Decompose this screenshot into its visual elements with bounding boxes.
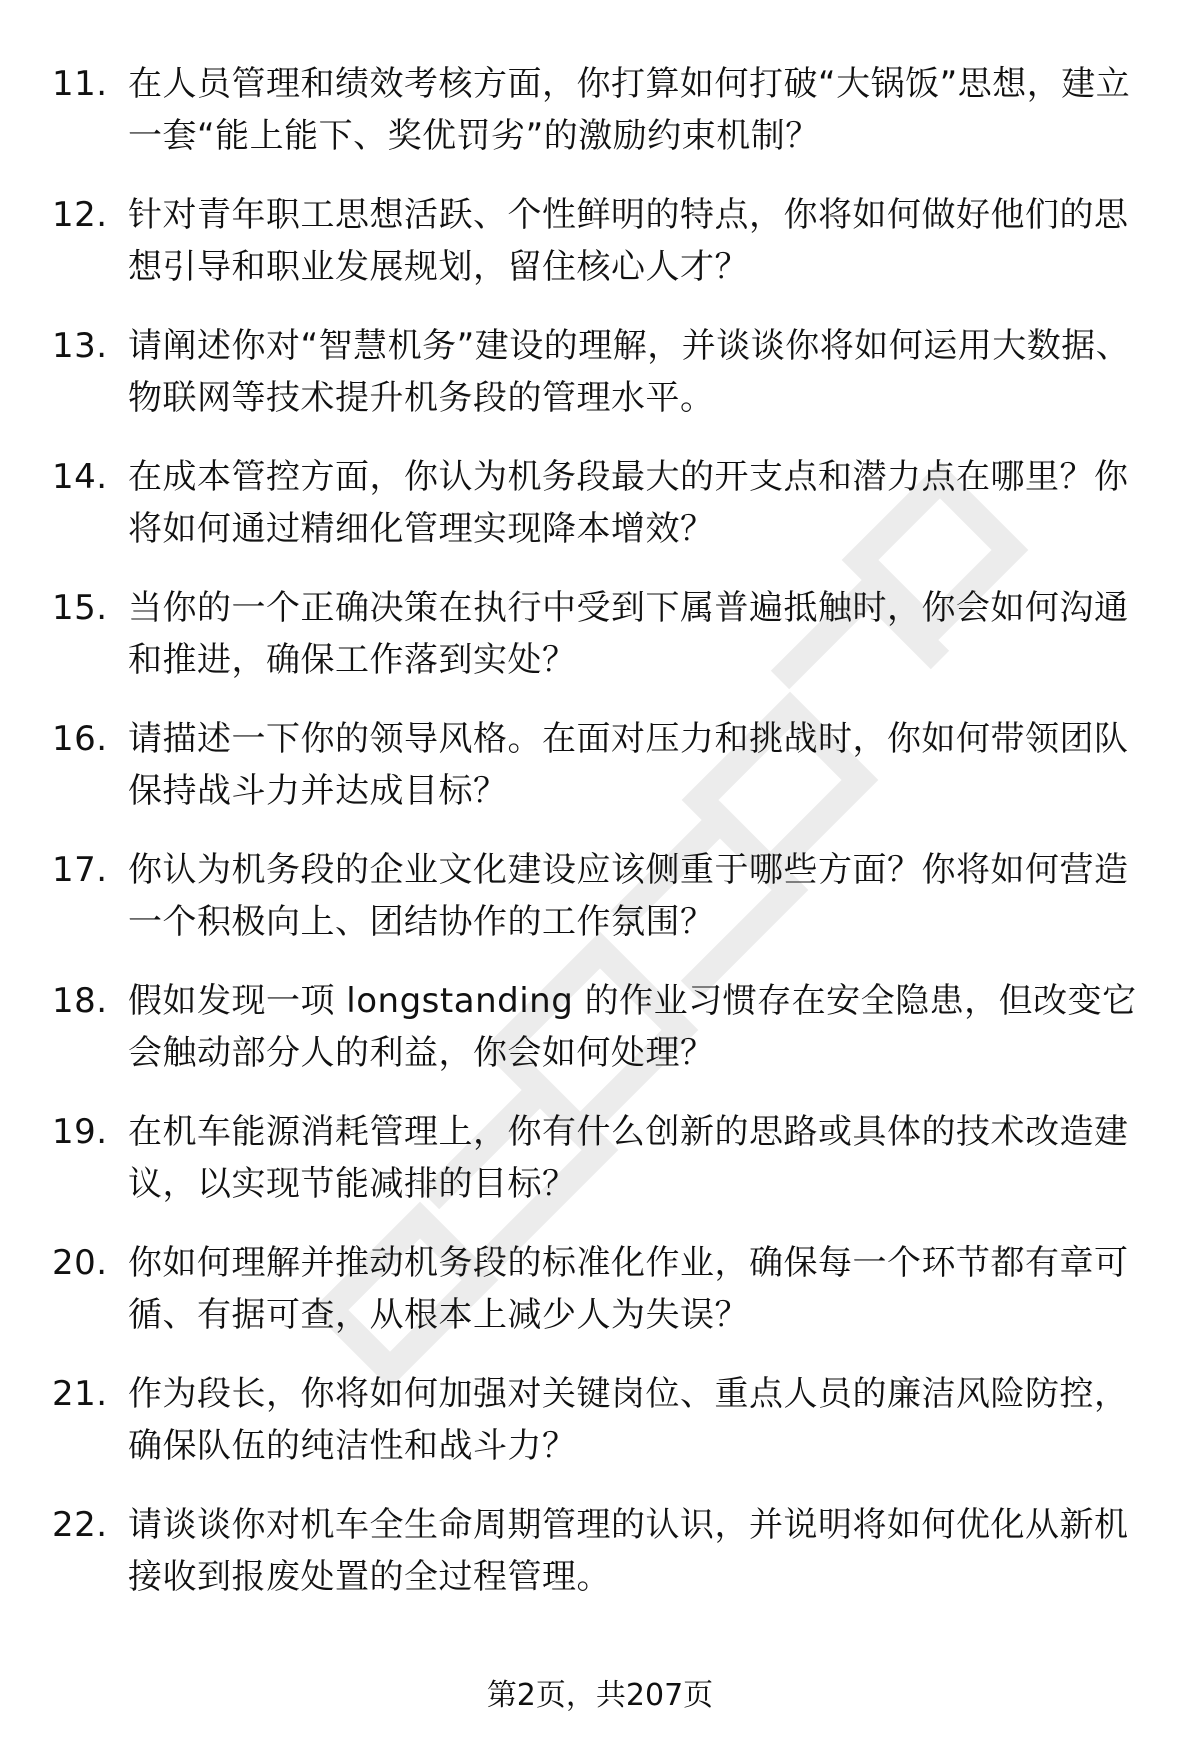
question-text: 你如何理解并推动机务段的标准化作业，确保每一个环节都有章可循、有据可查，从根本上减少人为失误？: [128, 1243, 1129, 1335]
question-item: [0, 58, 1200, 175]
question-item: [0, 713, 1200, 830]
question-number: 22.: [52, 1505, 108, 1545]
question-text: 当你的一个正确决策在执行中受到下属普遍抵触时，你会如何沟通和推进，确保工作落到实处？: [128, 588, 1129, 680]
question-number: 20.: [52, 1243, 108, 1283]
question-item: [0, 320, 1200, 437]
question-item: [0, 844, 1200, 961]
question-number: 15.: [52, 588, 108, 628]
page-number-footer: 第2页，共207页: [486, 1678, 714, 1713]
question-number: 19.: [52, 1112, 108, 1152]
question-item: [0, 1499, 1200, 1616]
question-text: 在成本管控方面，你认为机务段最大的开支点和潜力点在哪里？你将如何通过精细化管理实现降本增效？: [128, 457, 1129, 549]
question-number: 12.: [52, 195, 108, 235]
question-text: 请阐述你对“智慧机务”建设的理解，并谈谈你将如何运用大数据、物联网等技术提升机务段的管理水平。: [128, 326, 1131, 418]
question-text: 在人员管理和绩效考核方面，你打算如何打破“大锅饭”思想，建立一套“能上能下、奖优罚劣”的激励约束机制？: [128, 64, 1131, 156]
question-text: 在机车能源消耗管理上，你有什么创新的思路或具体的技术改造建议，以实现节能减排的目标？: [128, 1112, 1129, 1204]
question-list: [0, 58, 1200, 1630]
question-text: 针对青年职工思想活跃、个性鲜明的特点，你将如何做好他们的思想引导和职业发展规划，留住核心人才？: [128, 195, 1129, 287]
question-number: 18.: [52, 981, 108, 1021]
question-text: 请谈谈你对机车全生命周期管理的认识，并说明将如何优化从新机接收到报废处置的全过程管理。: [128, 1505, 1129, 1597]
question-item: [0, 582, 1200, 699]
question-item: [0, 1106, 1200, 1223]
question-number: 16.: [52, 719, 108, 759]
question-item: [0, 975, 1200, 1092]
question-number: 11.: [52, 64, 108, 104]
question-number: 17.: [52, 850, 108, 890]
question-number: 13.: [52, 326, 108, 366]
question-item: [0, 189, 1200, 306]
question-number: 14.: [52, 457, 108, 497]
question-item: [0, 451, 1200, 568]
question-item: [0, 1237, 1200, 1354]
question-text: 作为段长，你将如何加强对关键岗位、重点人员的廉洁风险防控，确保队伍的纯洁性和战斗力？: [128, 1374, 1129, 1466]
question-number: 21.: [52, 1374, 108, 1414]
question-text: 假如发现一项 longstanding 的作业习惯存在安全隐患，但改变它会触动部分人的利益，你会如何处理？: [128, 981, 1137, 1073]
question-item: [0, 1368, 1200, 1485]
question-text: 你认为机务段的企业文化建设应该侧重于哪些方面？你将如何营造一个积极向上、团结协作的工作氛围？: [128, 850, 1129, 942]
question-text: 请描述一下你的领导风格。在面对压力和挑战时，你如何带领团队保持战斗力并达成目标？: [128, 719, 1129, 811]
